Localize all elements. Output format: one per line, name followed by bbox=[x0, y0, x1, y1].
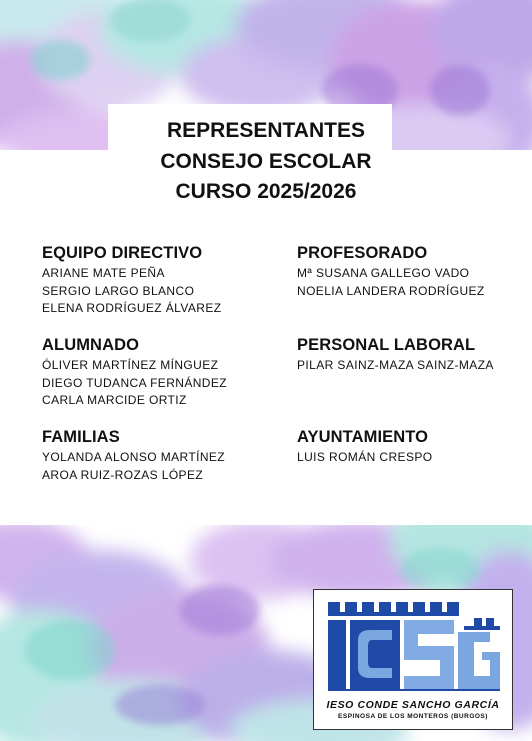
section-ayuntamiento bbox=[297, 427, 433, 467]
member-name: CARLA MARCIDE ORTIZ bbox=[42, 393, 187, 407]
member-name: DIEGO TUDANCA FERNÁNDEZ bbox=[42, 375, 227, 390]
section-personal-laboral bbox=[297, 335, 494, 375]
section-heading: EQUIPO DIRECTIVO bbox=[42, 244, 203, 262]
section-familias bbox=[42, 427, 225, 484]
page-title bbox=[0, 116, 532, 208]
member-name: SERGIO LARGO BLANCO bbox=[42, 283, 195, 298]
school-location: ESPINOSA DE LOS MONTEROS (BURGOS) bbox=[338, 713, 488, 720]
section-heading: PERSONAL LABORAL bbox=[297, 336, 476, 354]
castle-battlement-icon bbox=[328, 602, 459, 616]
member-name: ELENA RODRÍGUEZ ÁLVAREZ bbox=[42, 301, 222, 315]
section-heading: AYUNTAMIENTO bbox=[297, 428, 429, 446]
member-name: PILAR SAINZ-MAZA SAINZ-MAZA bbox=[297, 358, 494, 372]
section-heading: PROFESORADO bbox=[297, 244, 428, 262]
member-name: LUIS ROMÁN CRESPO bbox=[297, 450, 433, 464]
member-name: ÓLIVER MARTÍNEZ MÍNGUEZ bbox=[42, 358, 219, 372]
member-name: YOLANDA ALONSO MARTÍNEZ bbox=[42, 450, 226, 464]
member-name: ARIANE MATE PEÑA bbox=[42, 266, 165, 280]
section-profesorado bbox=[297, 243, 485, 300]
member-name: NOELIA LANDERA RODRÍGUEZ bbox=[297, 283, 485, 298]
section-alumnado bbox=[42, 335, 227, 410]
title-line-3: CURSO 2025/2026 bbox=[175, 180, 357, 203]
school-name: IESO CONDE SANCHO GARCÍA bbox=[326, 699, 500, 711]
section-equipo-directivo bbox=[42, 243, 221, 318]
school-logo bbox=[313, 589, 513, 730]
member-name: Mª SUSANA GALLEGO VADO bbox=[297, 266, 470, 280]
title-line-1: REPRESENTANTES bbox=[167, 119, 365, 142]
member-name: AROA RUIZ-ROZAS LÓPEZ bbox=[42, 467, 204, 482]
title-line-2: CONSEJO ESCOLAR bbox=[160, 149, 372, 173]
section-heading: ALUMNADO bbox=[42, 336, 140, 354]
section-heading: FAMILIAS bbox=[42, 428, 120, 446]
logo-emblem-graphic bbox=[314, 590, 512, 700]
